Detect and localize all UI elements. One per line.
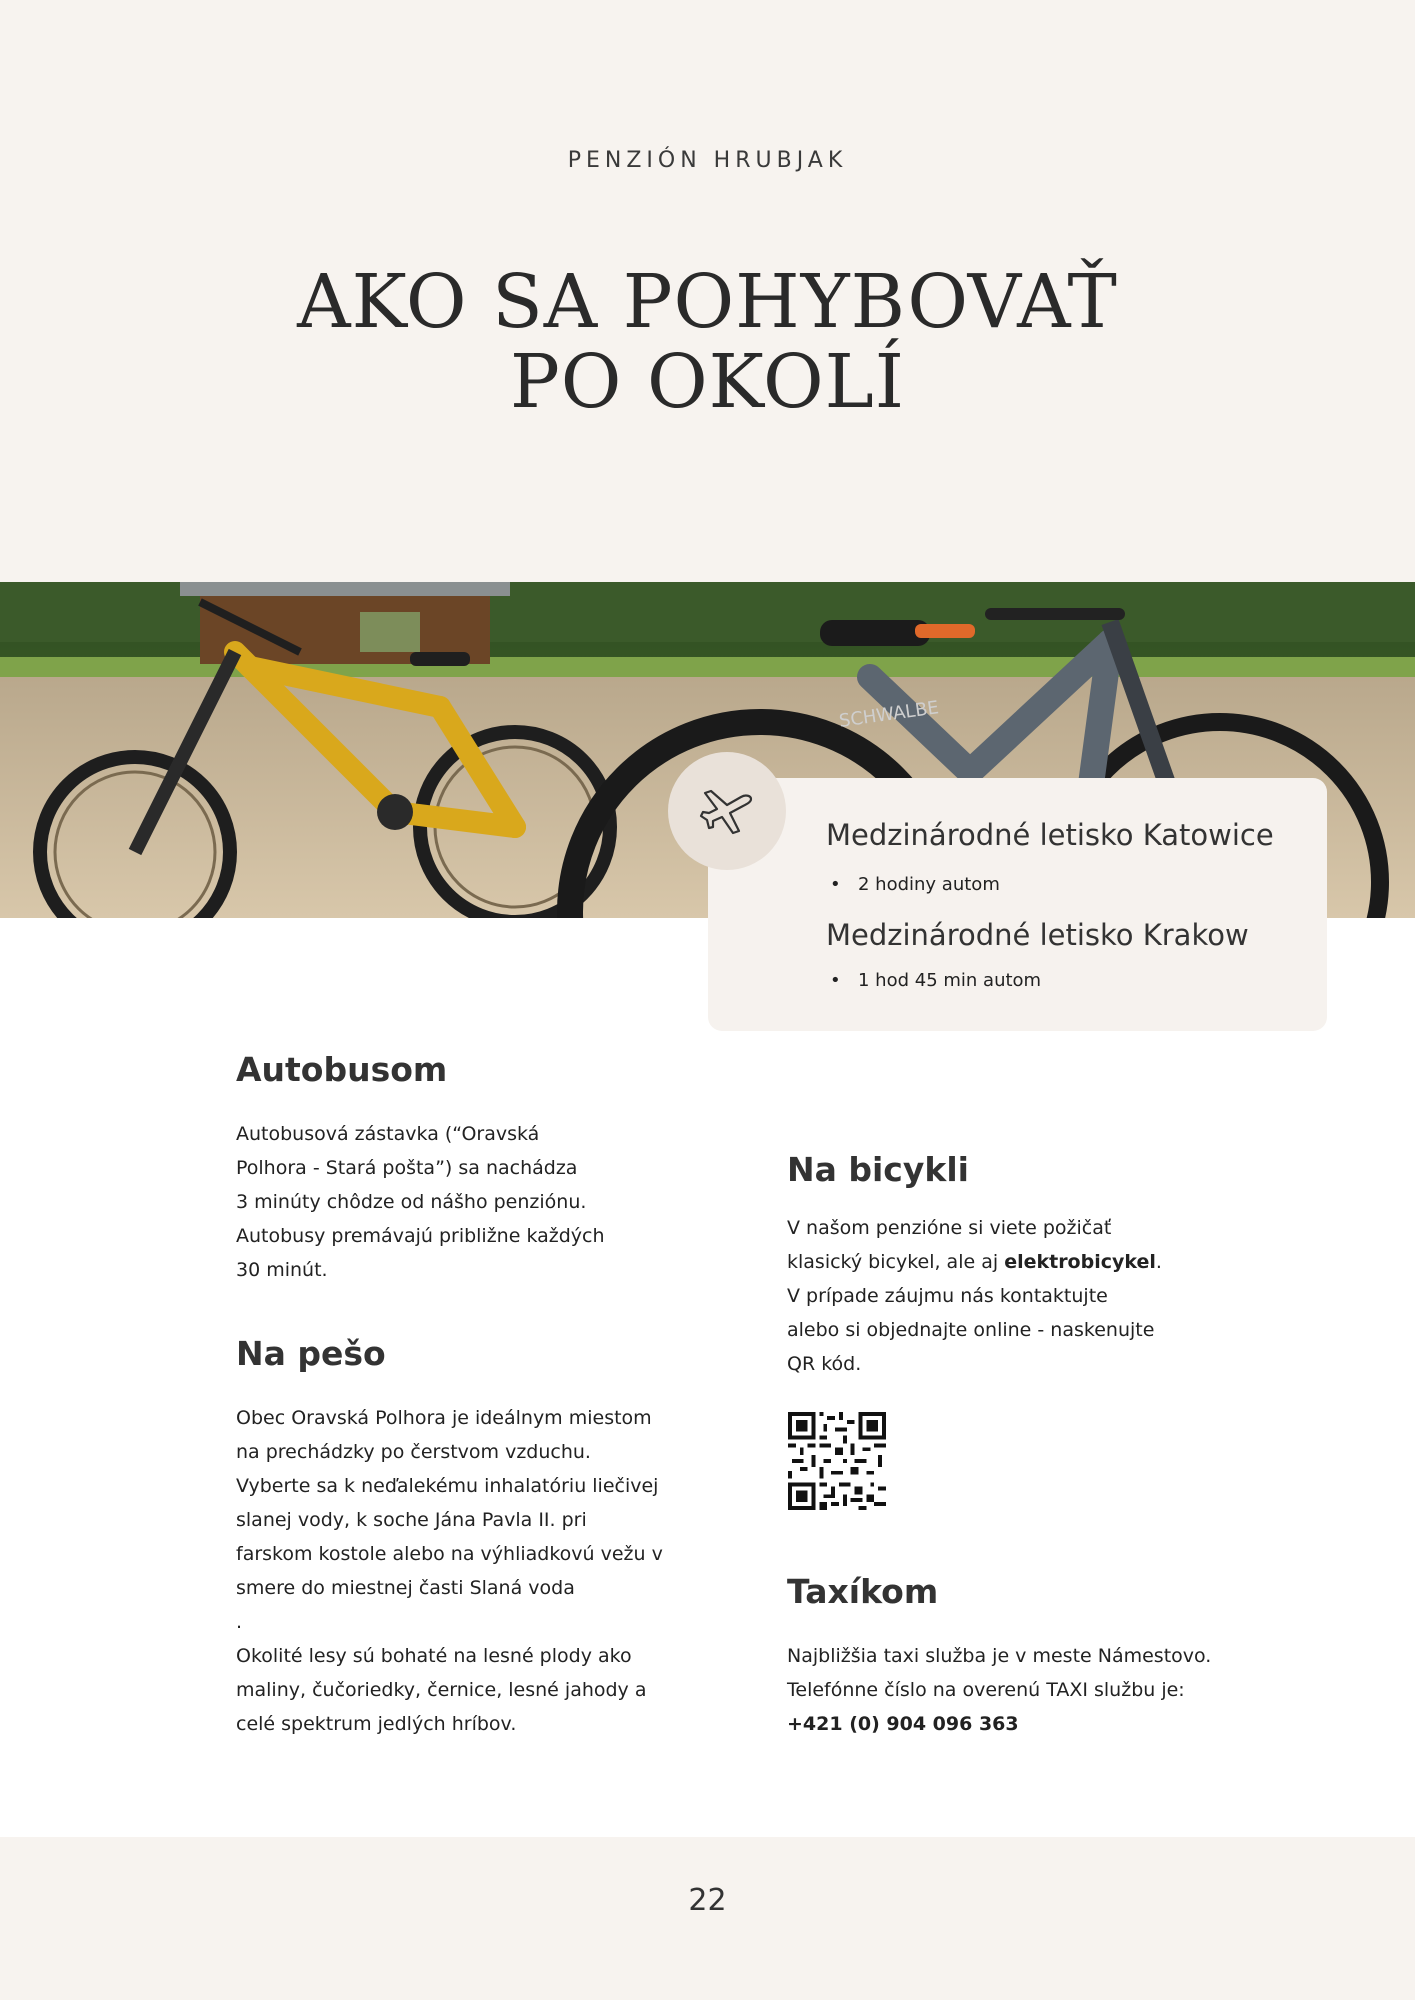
airport-1-detail: • 2 hodiny autom xyxy=(832,874,1000,895)
title-line-2: PO OKOLÍ xyxy=(510,339,905,425)
bike-text: V našom penzióne si viete požičať klasický bicykel, ale aj elektrobicykel. V prípade záujmu nás kontaktujte alebo si objednajte online - naskenujte QR kód. xyxy=(787,1217,1162,1375)
ebike-highlight: elektrobicykel xyxy=(1004,1251,1156,1273)
taxi-text: Najbližšia taxi služba je v meste Námestovo. Telefónne číslo na overenú TAXI službu je: +421 (0) 904 096 363 xyxy=(787,1645,1212,1735)
bus-text: Autobusová zástavka (“Oravská Polhora - Stará pošta”) sa nachádza 3 minúty chôdze od nášho penziónu. Autobusy premávajú približne každých 30 minút. xyxy=(236,1123,605,1281)
bus-section xyxy=(236,1050,676,1287)
bus-heading: Autobusom xyxy=(236,1050,448,1089)
qr-code[interactable] xyxy=(788,1412,886,1510)
tire-text: SCHWALBE xyxy=(837,697,941,732)
footer xyxy=(0,1837,1415,2000)
walk-text: Obec Oravská Polhora je ideálnym miestom na prechádzky po čerstvom vzduchu. Vyberte sa k neďalekému inhalatóriu liečivej slanej vody, k soche Jána Pavla II. pri farskom kostole alebo na výhliadkovú vežu v smere do miestnej časti Slaná voda . Okolité lesy sú bohaté na lesné plody ako maliny, čučoriedky, černice, lesné jahody a celé spektrum jedlých hríbov. xyxy=(236,1407,663,1735)
airport-2-detail: • 1 hod 45 min autom xyxy=(832,970,1041,991)
bike-section xyxy=(787,1150,1287,1381)
page-number: 22 xyxy=(688,1883,727,1918)
page-title xyxy=(0,259,1415,425)
airport-2-name: Medzinárodné letisko Krakow xyxy=(826,918,1249,952)
taxi-phone[interactable]: +421 (0) 904 096 363 xyxy=(787,1713,1019,1735)
title-line-1: AKO SA POHYBOVAŤ xyxy=(297,259,1118,345)
airport-1-name: Medzinárodné letisko Katowice xyxy=(826,818,1274,852)
walk-heading: Na pešo xyxy=(236,1334,386,1373)
brand-name: PENZIÓN HRUBJAK xyxy=(567,148,848,173)
airplane-icon xyxy=(697,781,757,841)
airplane-badge xyxy=(668,752,786,870)
taxi-section xyxy=(787,1572,1347,1741)
taxi-heading: Taxíkom xyxy=(787,1572,939,1611)
bike-heading: Na bicykli xyxy=(787,1150,969,1189)
walk-section xyxy=(236,1334,696,1741)
airport-card xyxy=(708,778,1327,1031)
